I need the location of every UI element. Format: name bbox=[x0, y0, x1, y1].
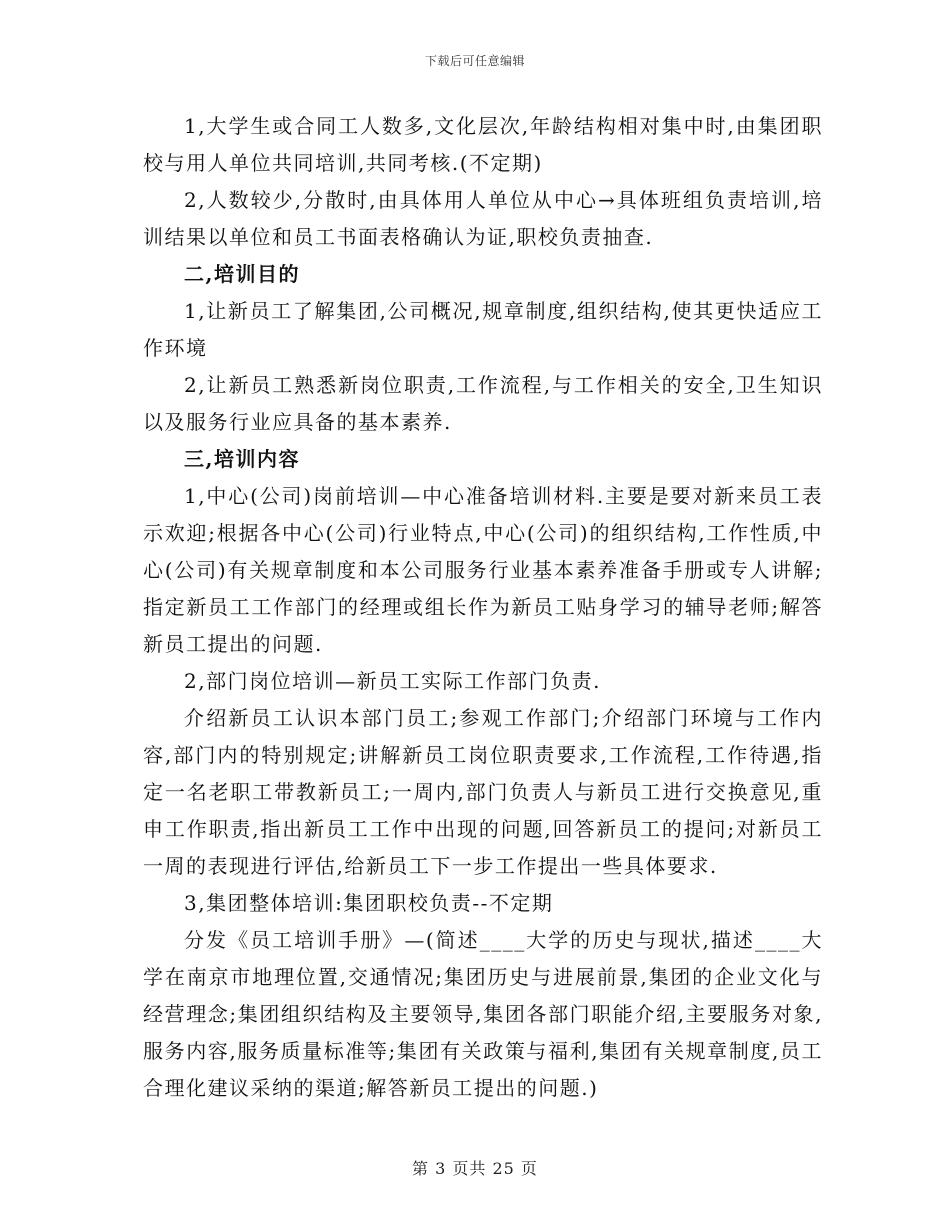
paragraph-8: 3,集团整体培训:集团职校负责--不定期 bbox=[184, 891, 554, 915]
paragraph-2: 2,人数较少,分散时,由具体用人单位从中心→具体班组负责培训,培训结果以单位和员工书面表格确认为证,职校负责抽查. bbox=[143, 188, 823, 249]
section-heading-content: 三,培训内容 bbox=[184, 447, 300, 471]
paragraph-1: 1,大学生或合同工人数多,文化层次,年龄结构相对集中时,由集团职校与用人单位共同培训,共同考核.(不定期) bbox=[143, 114, 823, 175]
paragraph-4: 2,让新员工熟悉新岗位职责,工作流程,与工作相关的安全,卫生知识以及服务行业应具备的基本素养. bbox=[143, 373, 823, 434]
document-body bbox=[143, 108, 823, 1107]
page-header: 下载后可任意编辑 bbox=[424, 54, 525, 68]
paragraph-9: 分发《员工培训手册》—(简述____大学的历史与现状,描述____大学在南京市地理位置,交通情况;集团历史与进展前景,集团的企业文化与经营理念;集团组织结构及主要领导,集团各部门职能介绍,主要服务对象,服务内容,服务质量标准等;集团有关政策与福利,集团有关规章制度,员工合理化建议采纳的渠道;解答新员工提出的问题.) bbox=[143, 928, 823, 1100]
paragraph-6: 2,部门岗位培训—新员工实际工作部门负责. bbox=[184, 669, 601, 693]
paragraph-7: 介绍新员工认识本部门员工;参观工作部门;介绍部门环境与工作内容,部门内的特别规定;讲解新员工岗位职责要求,工作流程,工作待遇,指定一名老职工带教新员工;一周内,部门负责人与新员工进行交换意见,重申工作职责,指出新员工工作中出现的问题,回答新员工的提问;对新员工一周的表现进行评估,给新员工下一步工作提出一些具体要求. bbox=[143, 706, 823, 878]
page-footer: 第 3 页共 25 页 bbox=[412, 1159, 538, 1178]
section-heading-purpose: 二,培训目的 bbox=[184, 262, 300, 286]
paragraph-5: 1,中心(公司)岗前培训—中心准备培训材料.主要是要对新来员工表示欢迎;根据各中心(公司)行业特点,中心(公司)的组织结构,工作性质,中心(公司)有关规章制度和本公司服务行业基本素养准备手册或专人讲解;指定新员工工作部门的经理或组长作为新员工贴身学习的辅导老师;解答新员工提出的问题. bbox=[143, 484, 823, 656]
paragraph-3: 1,让新员工了解集团,公司概况,规章制度,组织结构,使其更快适应工作环境 bbox=[143, 299, 823, 360]
